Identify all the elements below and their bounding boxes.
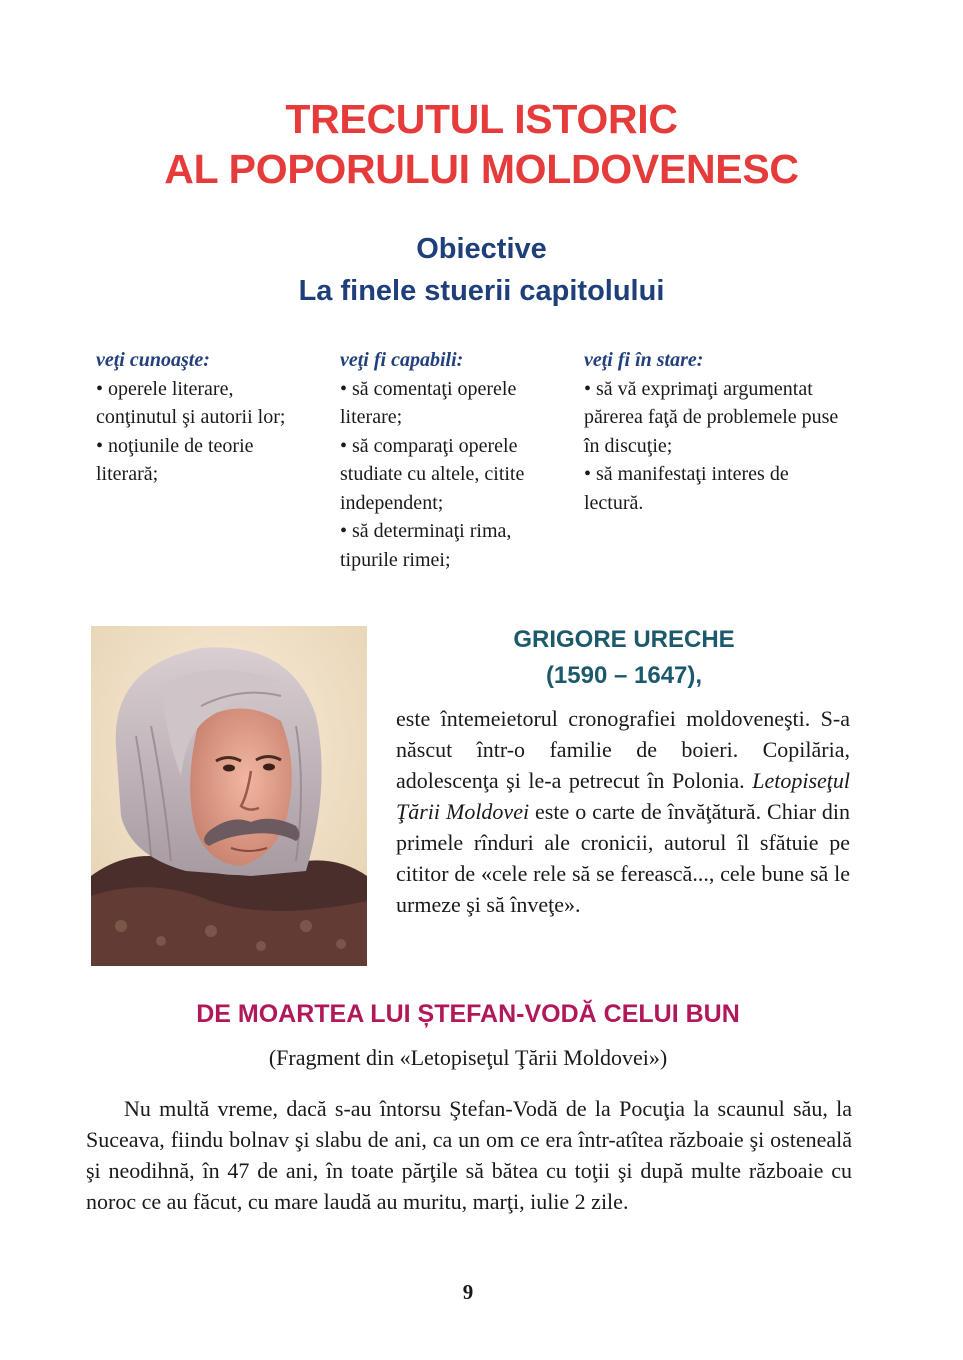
biography-text: este întemeietorul cronografiei moldoveneşti. S-a născut într-o familie de boieri. Copilăria, adolescenţa şi le-a petrecut în Polonia.	[396, 706, 850, 793]
column-item: • să comentaţi operele literare;	[340, 377, 517, 428]
column-item: • operele literare, conţinutul şi autorii lor;	[96, 377, 286, 428]
column-heading: veţi fi în stare:	[584, 349, 704, 371]
author-years: (1590 – 1647),	[545, 662, 703, 689]
objectives-column-skills	[584, 346, 852, 517]
author-heading	[398, 622, 850, 694]
author-biography	[396, 703, 850, 920]
objectives-heading: Obiective	[416, 233, 547, 265]
column-item: • să comparaţi operele studiate cu altele, citite independent;	[340, 434, 525, 514]
chapter-title-line-1: TRECUTUL ISTORIC	[285, 96, 678, 142]
column-item: • să manifestaţi interes de lectură.	[584, 463, 789, 514]
column-item: • să determinaţi rima, tipurile rimei;	[340, 520, 512, 571]
section-title: DE MOARTEA LUI ȘTEFAN-VODĂ CELUI BUN	[196, 1000, 740, 1028]
portrait-grigore-ureche	[91, 626, 367, 966]
column-heading: veţi fi capabili:	[340, 349, 464, 371]
column-heading: veţi cunoaşte:	[96, 349, 210, 371]
chapter-title	[0, 94, 963, 194]
page-number: 9	[462, 1280, 474, 1304]
column-item: • noţiunile de teorie literară;	[96, 434, 254, 485]
objectives-subheading: La finele stuerii capitolului	[298, 275, 665, 307]
chapter-title-line-2: AL POPORULUI MOLDOVENESC	[164, 146, 799, 192]
author-name: GRIGORE URECHE	[513, 626, 735, 653]
objectives-heading-block	[0, 228, 963, 312]
objectives-column-abilities	[340, 346, 572, 574]
fragment-paragraph: Nu multă vreme, dacă s-au întorsu Ştefan-Vodă de la Pocuţia la scaunul său, la Suceava, fiindu bolnav şi slabu de ani, ca un om ce era într-atîtea războaie şi osteneală şi neodihnă, în 47 de ani, în toate părţile să bătea cu toţii şi după multe războaie cu noroc ce au făcut, cu mare laudă au muritu, marţi, iulie 2 zile.	[86, 1096, 852, 1214]
objectives-column-knowledge	[96, 346, 318, 489]
section-subtitle: (Fragment din «Letopiseţul Ţării Moldovei»)	[268, 1045, 668, 1070]
biography-text: este o carte de învăţătură. Chiar din primele rînduri ale cronicii, autorul îl sfătuie pe cititor de «cele rele să se ferească..., cele bune să le urmeze şi să înveţe».	[396, 799, 850, 917]
work-title: Letopiseţul Ţării Moldovei	[396, 768, 850, 824]
column-item: • să vă exprimaţi argumentat părerea faţă de problemele puse în discuţie;	[584, 377, 839, 457]
